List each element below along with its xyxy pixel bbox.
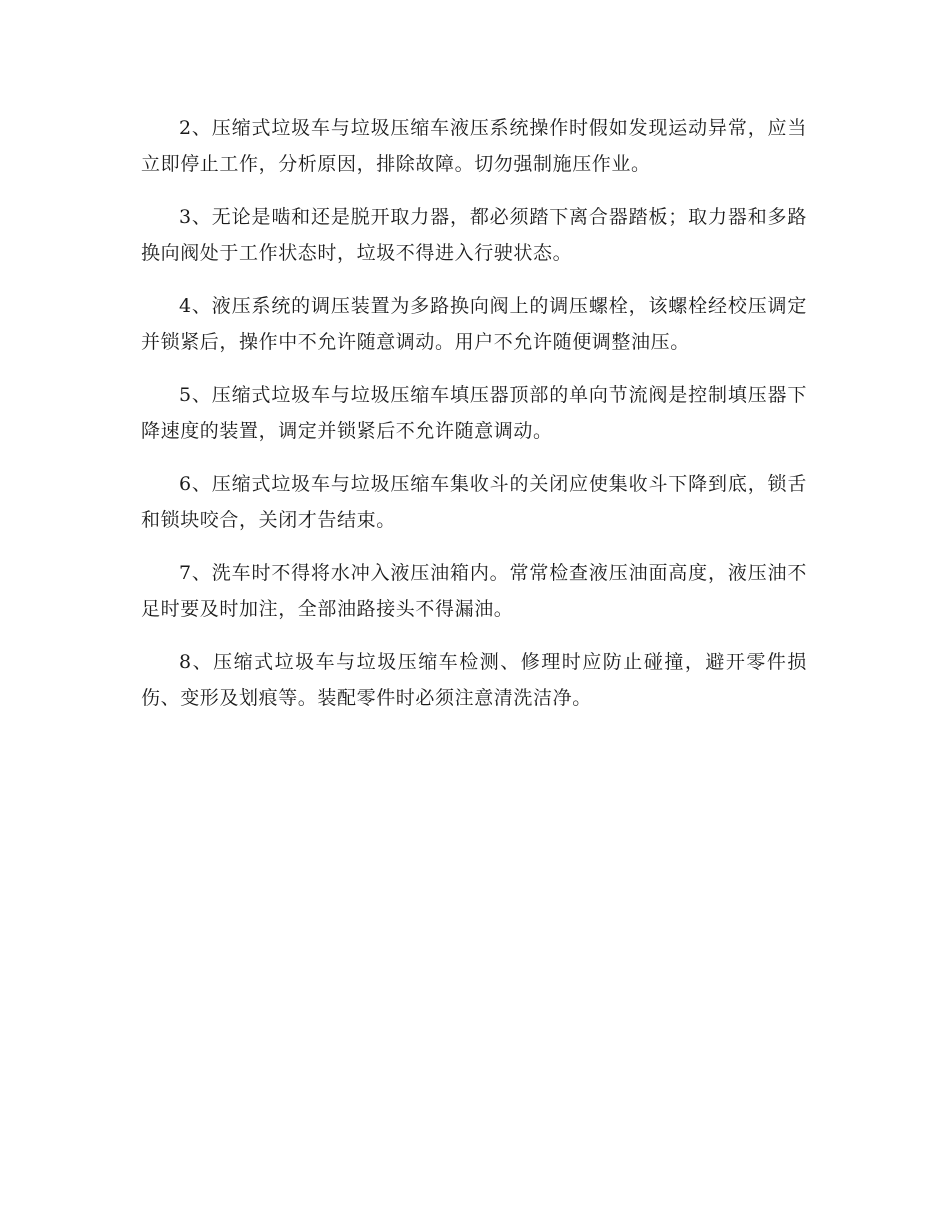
paragraph-item-8: 8、压缩式垃圾车与垃圾压缩车检测、修理时应防止碰撞，避开零件损伤、变形及划痕等。装配零件时必须注意清洗洁净。 xyxy=(141,651,807,709)
paragraph-item-3: 3、无论是啮和还是脱开取力器，都必须踏下离合器踏板；取力器和多路换向阀处于工作状态时，垃圾不得进入行驶状态。 xyxy=(141,206,807,264)
document-body xyxy=(141,110,807,733)
paragraph-item-5: 5、压缩式垃圾车与垃圾压缩车填压器顶部的单向节流阀是控制填压器下降速度的装置，调定并锁紧后不允许随意调动。 xyxy=(141,384,807,442)
paragraph-item-6: 6、压缩式垃圾车与垃圾压缩车集收斗的关闭应使集收斗下降到底，锁舌和锁块咬合，关闭才告结束。 xyxy=(141,473,807,531)
paragraph-item-2: 2、压缩式垃圾车与垃圾压缩车液压系统操作时假如发现运动异常，应当立即停止工作，分析原因，排除故障。切勿强制施压作业。 xyxy=(141,117,807,175)
paragraph-item-7: 7、洗车时不得将水冲入液压油箱内。常常检查液压油面高度，液压油不足时要及时加注，全部油路接头不得漏油。 xyxy=(141,562,807,620)
paragraph-item-4: 4、液压系统的调压装置为多路换向阀上的调压螺栓，该螺栓经校压调定并锁紧后，操作中不允许随意调动。用户不允许随便调整油压。 xyxy=(141,295,807,353)
